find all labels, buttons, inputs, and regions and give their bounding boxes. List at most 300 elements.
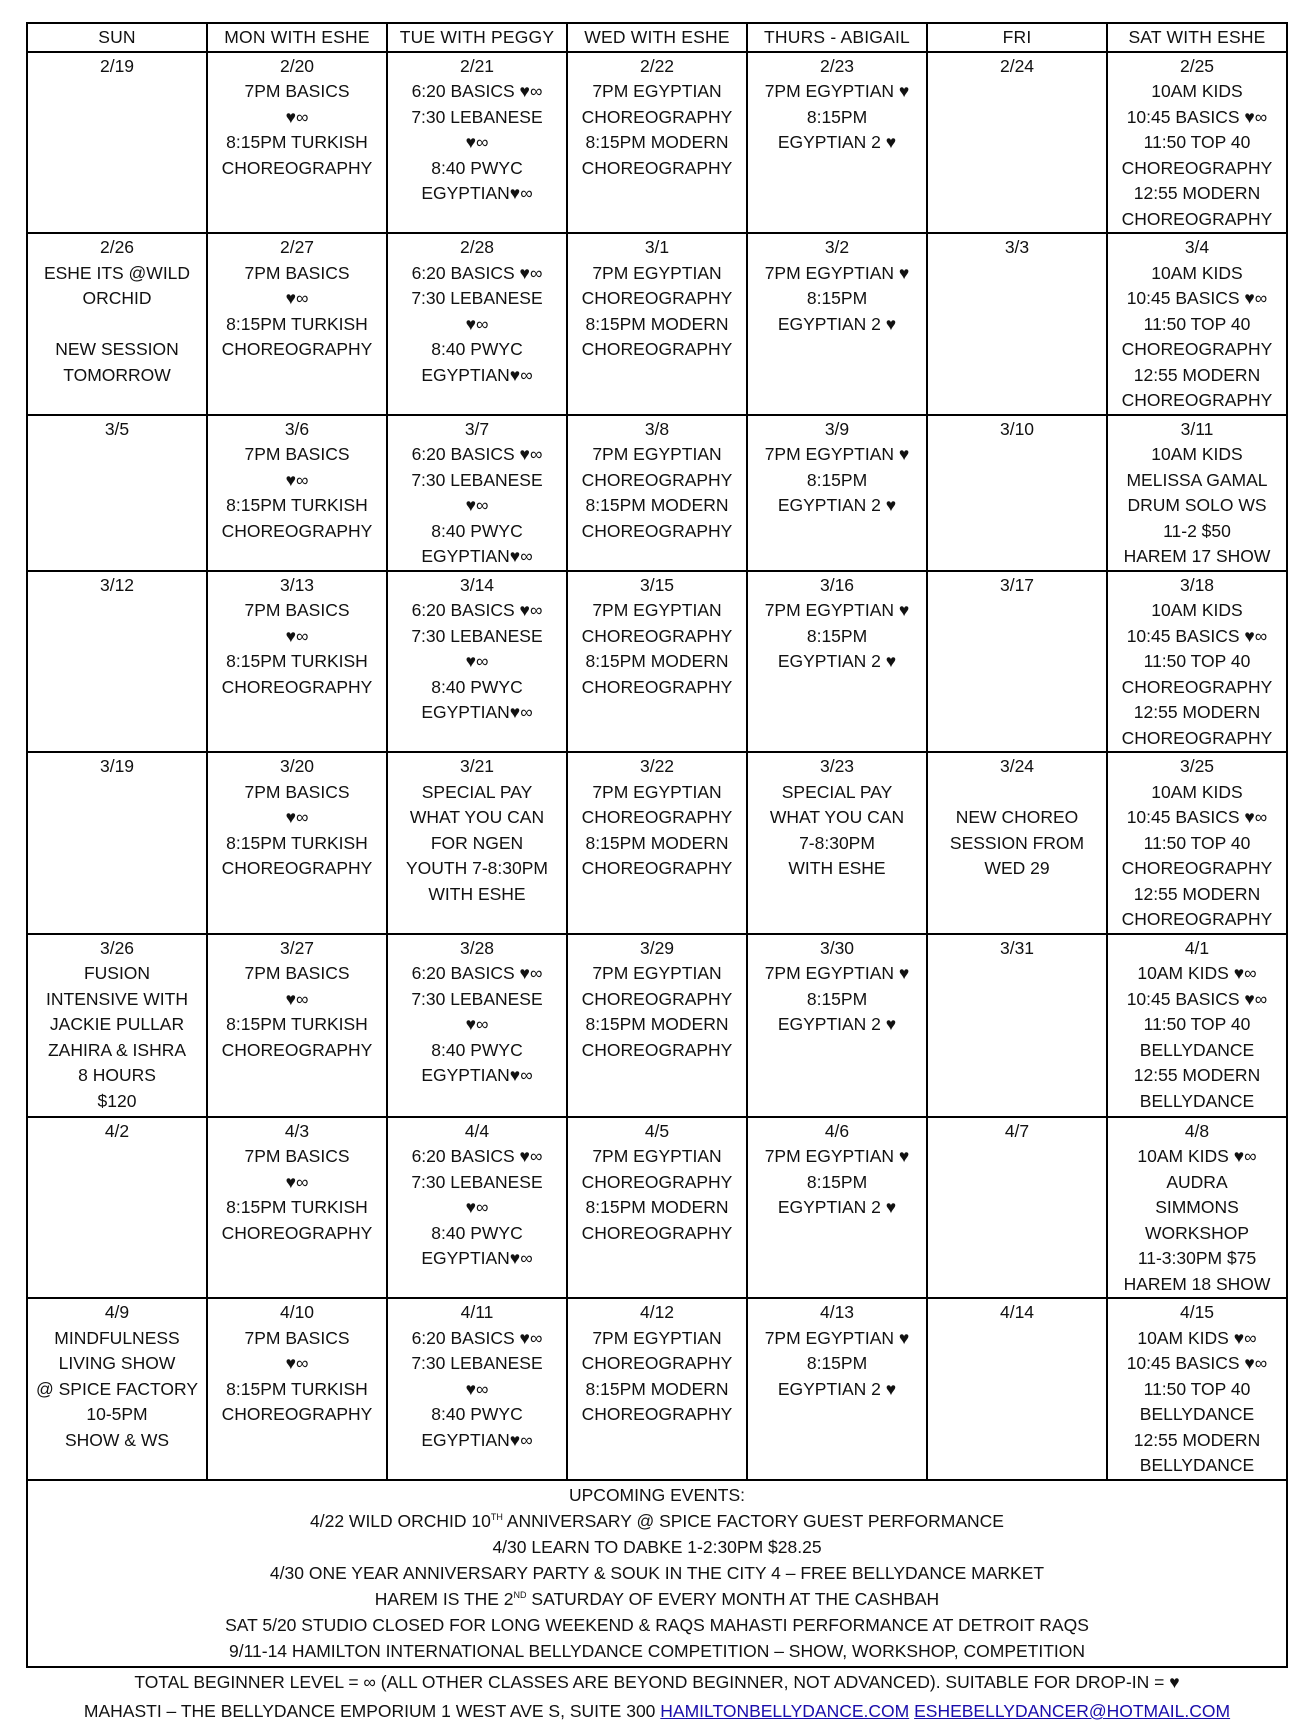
class-entry: ESHE ITS @WILD: [43, 262, 191, 283]
class-entry: 10-5PM: [86, 1404, 148, 1424]
class-entry: 11:50 TOP 40: [1143, 132, 1251, 152]
class-entry: WED 29: [984, 858, 1050, 878]
class-entry: 10:45 BASICS ♥∞: [1126, 288, 1268, 308]
class-entry: 8:15PM MODERN: [585, 832, 729, 853]
class-entry: EGYPTIAN♥∞: [421, 546, 533, 566]
day-date: 4/14: [999, 1302, 1035, 1322]
day-date: 4/11: [460, 1302, 494, 1322]
day-date: 4/3: [284, 1120, 310, 1141]
class-entry: CHOREOGRAPHY: [1121, 339, 1273, 359]
day-header: TUE WITH PEGGY: [387, 23, 567, 52]
class-entry: CHOREOGRAPHY: [581, 988, 733, 1009]
day-date: 3/8: [644, 418, 670, 439]
day-date: 4/5: [644, 1120, 670, 1141]
day-date: 4/4: [464, 1120, 490, 1141]
day-cell: [567, 1117, 747, 1299]
day-header: SAT WITH ESHE: [1107, 23, 1287, 52]
class-entry: ♥∞: [285, 625, 309, 646]
upcoming-events-title: UPCOMING EVENTS:: [569, 1485, 745, 1505]
day-cell: [207, 571, 387, 753]
class-entry: 11:50 TOP 40: [1143, 1014, 1251, 1034]
class-entry: 7PM BASICS: [244, 262, 350, 283]
day-date: 3/20: [279, 756, 315, 776]
upcoming-events-list: [28, 1508, 1286, 1664]
class-entry: CHOREOGRAPHY: [581, 106, 733, 127]
day-date: 2/20: [279, 55, 315, 76]
day-cell: [747, 752, 927, 934]
class-entry: CHOREOGRAPHY: [581, 676, 733, 697]
class-entry: CHOREOGRAPHY: [581, 1171, 733, 1192]
day-cell: [27, 934, 207, 1117]
class-entry: CHOREOGRAPHY: [221, 1222, 373, 1243]
class-entry: FUSION: [83, 963, 151, 983]
class-entry: WORKSHOP: [1144, 1222, 1250, 1243]
class-entry: 7PM EGYPTIAN: [592, 781, 722, 802]
class-entry: 7PM EGYPTIAN: [592, 600, 722, 620]
day-cell: [927, 415, 1107, 571]
class-entry: 11-3:30PM $75: [1137, 1248, 1257, 1268]
day-cell: [747, 934, 927, 1117]
class-entry: CHOREOGRAPHY: [221, 1404, 373, 1424]
day-cell: [387, 752, 567, 934]
day-date: 3/25: [1179, 756, 1215, 776]
class-entry: 8:15PM: [806, 469, 868, 490]
day-header: WED WITH ESHE: [567, 23, 747, 52]
contact-line: [26, 1697, 1288, 1726]
class-entry: 8:15PM TURKISH: [226, 132, 368, 152]
day-cell: [567, 52, 747, 234]
calendar-body: [27, 52, 1287, 1481]
class-entry: 8:15PM MODERN: [585, 1014, 729, 1034]
class-entry: 8:15PM MODERN: [585, 1197, 729, 1217]
class-entry: 8:15PM TURKISH: [226, 1014, 368, 1034]
class-entry: SPECIAL PAY: [781, 781, 893, 802]
day-cell: [207, 1298, 387, 1480]
day-cell: [1107, 1298, 1287, 1480]
class-entry: 7:30 LEBANESE: [411, 1171, 543, 1192]
day-date: 3/4: [1184, 237, 1210, 257]
day-date: 2/19: [99, 55, 135, 76]
class-entry: JACKIE PULLAR: [49, 1014, 185, 1034]
day-date: 4/13: [819, 1302, 855, 1322]
class-entry: 11-2 $50: [1163, 520, 1231, 541]
class-entry: 8:40 PWYC: [431, 339, 523, 359]
class-entry: 8:15PM MODERN: [585, 132, 729, 152]
day-cell: [567, 571, 747, 753]
class-entry: ♥∞: [465, 651, 489, 671]
class-entry: 7PM BASICS: [244, 781, 350, 802]
class-entry: 7:30 LEBANESE: [411, 288, 543, 308]
class-entry: 8:15PM MODERN: [585, 495, 729, 515]
class-entry: CHOREOGRAPHY: [1121, 858, 1273, 878]
class-entry: CHOREOGRAPHY: [221, 676, 373, 697]
day-date: 3/9: [824, 418, 850, 439]
day-date: 3/6: [284, 418, 310, 439]
class-entry: 8:40 PWYC: [431, 1404, 523, 1424]
day-date: 2/21: [459, 55, 495, 76]
class-entry: NEW SESSION: [55, 339, 179, 359]
class-entry: CHOREOGRAPHY: [581, 625, 733, 646]
day-date: 4/10: [279, 1302, 315, 1322]
class-entry: SESSION FROM: [949, 832, 1085, 853]
class-entry: 8:15PM MODERN: [585, 1378, 729, 1399]
class-entry: [930, 780, 1104, 806]
class-entry: CHOREOGRAPHY: [581, 339, 733, 359]
class-entry: BELLYDANCE: [1139, 1404, 1255, 1424]
day-cell: [1107, 415, 1287, 571]
day-cell: [1107, 1117, 1287, 1299]
class-entry: 10AM KIDS ♥∞: [1137, 1327, 1257, 1348]
class-entry: 10AM KIDS: [1151, 781, 1243, 802]
class-entry: ♥∞: [465, 1378, 489, 1399]
class-entry: 7PM EGYPTIAN ♥: [764, 600, 910, 620]
class-entry: SIMMONS: [1155, 1197, 1239, 1217]
class-entry: 7PM EGYPTIAN: [592, 81, 722, 101]
day-cell: [927, 1117, 1107, 1299]
class-entry: 11:50 TOP 40: [1143, 1378, 1251, 1399]
class-entry: 10AM KIDS ♥∞: [1137, 1146, 1257, 1166]
day-date: 3/15: [639, 574, 675, 595]
class-entry: 8:15PM TURKISH: [226, 832, 368, 853]
class-entry: CHOREOGRAPHY: [1121, 676, 1273, 697]
class-entry: EGYPTIAN 2 ♥: [777, 132, 897, 152]
week-row: [27, 752, 1287, 934]
class-entry: 7PM BASICS: [244, 81, 350, 101]
class-entry: INTENSIVE WITH: [46, 988, 188, 1009]
class-entry: ♥∞: [285, 288, 309, 308]
class-entry: CHOREOGRAPHY: [221, 157, 373, 178]
class-entry: 7:30 LEBANESE: [411, 106, 543, 127]
day-cell: [207, 233, 387, 415]
week-row: [27, 1117, 1287, 1299]
class-entry: CHOREOGRAPHY: [221, 1039, 373, 1060]
class-entry: 10:45 BASICS ♥∞: [1126, 1353, 1268, 1373]
class-entry: 7PM EGYPTIAN: [592, 1327, 722, 1348]
day-header: FRI: [927, 23, 1107, 52]
class-entry: ♥∞: [465, 495, 489, 515]
class-entry: 12:55 MODERN: [1133, 1429, 1261, 1450]
class-entry: 6:20 BASICS ♥∞: [411, 1327, 543, 1348]
day-date: 3/27: [279, 937, 315, 958]
class-entry: 12:55 MODERN: [1133, 364, 1261, 385]
day-cell: [747, 1117, 927, 1299]
day-date: 4/2: [104, 1120, 130, 1141]
class-entry: 7:30 LEBANESE: [411, 469, 543, 490]
day-cell: [27, 233, 207, 415]
class-entry: 10AM KIDS: [1151, 81, 1243, 101]
class-entry: CHOREOGRAPHY: [581, 469, 733, 490]
class-entry: AUDRA: [1166, 1171, 1228, 1192]
day-cell: [747, 1298, 927, 1480]
class-entry: BELLYDANCE: [1139, 1039, 1255, 1060]
class-entry: WHAT YOU CAN: [409, 807, 545, 827]
day-date: 3/10: [999, 418, 1035, 439]
class-entry: ♥∞: [285, 988, 309, 1009]
class-entry: TOMORROW: [63, 364, 171, 385]
class-entry: ♥∞: [285, 469, 309, 490]
class-entry: 7PM EGYPTIAN: [592, 963, 722, 983]
day-cell: [927, 934, 1107, 1117]
class-entry: 11:50 TOP 40: [1143, 313, 1251, 334]
class-entry: 8:40 PWYC: [431, 520, 523, 541]
day-date: 2/27: [279, 237, 315, 257]
class-entry: EGYPTIAN 2 ♥: [777, 651, 897, 671]
class-entry: CHOREOGRAPHY: [1121, 909, 1273, 929]
class-entry: 7-8:30PM: [799, 832, 875, 853]
day-date: 3/30: [819, 937, 855, 958]
day-date: 2/22: [639, 55, 675, 76]
day-cell: [387, 233, 567, 415]
class-entry: EGYPTIAN♥∞: [421, 364, 533, 385]
day-cell: [747, 52, 927, 234]
class-entry: 7PM BASICS: [244, 1146, 350, 1166]
day-cell: [27, 52, 207, 234]
day-date: 3/11: [1180, 418, 1214, 439]
day-date: 3/21: [459, 756, 495, 776]
class-entry: 10:45 BASICS ♥∞: [1126, 625, 1268, 646]
day-date: 2/23: [819, 55, 855, 76]
day-date: 3/18: [1179, 574, 1215, 595]
class-entry: ♥∞: [465, 1014, 489, 1034]
day-cell: [207, 934, 387, 1117]
class-entry: 8:15PM: [806, 1353, 868, 1373]
day-date: 3/12: [99, 574, 135, 595]
class-entry: ZAHIRA & ISHRA: [47, 1039, 187, 1060]
class-entry: 8:15PM TURKISH: [226, 313, 368, 334]
class-entry: YOUTH 7-8:30PM: [406, 858, 548, 878]
class-entry: 7PM BASICS: [244, 1327, 350, 1348]
class-entry: 7PM BASICS: [244, 600, 350, 620]
day-date: 4/9: [104, 1302, 130, 1322]
class-entry: EGYPTIAN♥∞: [421, 1429, 533, 1450]
upcoming-event: 9/11-14 HAMILTON INTERNATIONAL BELLYDANCE COMPETITION – SHOW, WORKSHOP, COMPETITION: [228, 1641, 1086, 1661]
upcoming-event: 4/30 LEARN TO DABKE 1-2:30PM $28.25: [492, 1537, 822, 1557]
class-entry: @ SPICE FACTORY: [35, 1378, 199, 1399]
day-date: 3/14: [459, 574, 495, 595]
class-entry: [30, 312, 204, 338]
class-entry: WHAT YOU CAN: [769, 807, 905, 827]
class-entry: FOR NGEN: [430, 832, 524, 853]
class-entry: EGYPTIAN♥∞: [421, 702, 533, 722]
day-cell: [927, 571, 1107, 753]
upcoming-event: HAREM IS THE 2ND SATURDAY OF EVERY MONTH AT THE CASHBAH: [374, 1589, 940, 1609]
class-entry: 7PM EGYPTIAN ♥: [764, 81, 910, 101]
day-cell: [387, 934, 567, 1117]
day-date: 4/7: [1004, 1120, 1030, 1141]
class-entry: 10AM KIDS: [1151, 262, 1243, 283]
day-date: 3/23: [819, 756, 855, 776]
day-cell: [207, 1117, 387, 1299]
class-entry: 10:45 BASICS ♥∞: [1126, 988, 1268, 1009]
day-cell: [927, 1298, 1107, 1480]
day-cell: [927, 233, 1107, 415]
day-cell: [1107, 934, 1287, 1117]
class-entry: 8:15PM: [806, 1171, 868, 1192]
day-header: THURS - ABIGAIL: [747, 23, 927, 52]
day-date: 3/1: [644, 237, 670, 257]
email-link[interactable]: ESHEBELLYDANCER@HOTMAIL.COM: [914, 1701, 1231, 1721]
day-date: 3/2: [824, 237, 850, 257]
day-cell: [387, 415, 567, 571]
day-cell: [567, 233, 747, 415]
week-row: [27, 1298, 1287, 1480]
day-date: 3/29: [639, 937, 675, 958]
class-entry: 6:20 BASICS ♥∞: [411, 262, 543, 283]
class-entry: 12:55 MODERN: [1133, 183, 1261, 203]
class-entry: BELLYDANCE: [1139, 1455, 1255, 1475]
day-date: 3/19: [99, 756, 135, 776]
day-cell: [387, 571, 567, 753]
day-cell: [927, 752, 1107, 934]
day-date: 3/17: [999, 574, 1035, 595]
class-entry: SPECIAL PAY: [421, 781, 533, 802]
class-entry: CHOREOGRAPHY: [1121, 208, 1273, 229]
day-date: 4/15: [1179, 1302, 1215, 1322]
day-date: 2/26: [99, 237, 135, 257]
day-cell: [1107, 233, 1287, 415]
day-date: 2/28: [459, 237, 495, 257]
day-date: 3/22: [639, 756, 675, 776]
day-cell: [747, 233, 927, 415]
class-entry: 12:55 MODERN: [1133, 883, 1261, 904]
day-cell: [27, 1298, 207, 1480]
week-row: [27, 571, 1287, 753]
class-entry: CHOREOGRAPHY: [581, 807, 733, 827]
level-legend: TOTAL BEGINNER LEVEL = ∞ (ALL OTHER CLASSES ARE BEYOND BEGINNER, NOT ADVANCED). SUITABLE FOR DROP-IN = ♥: [134, 1672, 1180, 1692]
class-entry: 12:55 MODERN: [1133, 702, 1261, 722]
class-entry: MINDFULNESS: [54, 1327, 180, 1348]
class-entry: 7PM EGYPTIAN: [592, 1146, 722, 1166]
header-row: [27, 23, 1287, 52]
class-entry: EGYPTIAN♥∞: [421, 183, 533, 203]
class-entry: 11:50 TOP 40: [1143, 651, 1251, 671]
class-entry: CHOREOGRAPHY: [581, 858, 733, 878]
class-entry: 7PM EGYPTIAN ♥: [764, 1146, 910, 1166]
week-row: [27, 934, 1287, 1117]
class-entry: $120: [97, 1090, 137, 1111]
class-entry: ♥∞: [285, 1171, 309, 1192]
upcoming-events-box: [26, 1481, 1288, 1668]
class-entry: 7PM BASICS: [244, 444, 350, 464]
website-link[interactable]: HAMILTONBELLYDANCE.COM: [660, 1701, 910, 1721]
class-entry: 7:30 LEBANESE: [411, 988, 543, 1009]
day-cell: [387, 1117, 567, 1299]
class-entry: 8 HOURS: [78, 1065, 156, 1085]
class-entry: 7:30 LEBANESE: [411, 625, 543, 646]
upcoming-event: SAT 5/20 STUDIO CLOSED FOR LONG WEEKEND & RAQS MAHASTI PERFORMANCE AT DETROIT RAQS: [225, 1615, 1089, 1635]
class-entry: 6:20 BASICS ♥∞: [411, 963, 543, 983]
day-date: 3/24: [999, 756, 1035, 776]
class-entry: BELLYDANCE: [1139, 1090, 1255, 1111]
day-cell: [567, 415, 747, 571]
class-entry: WITH ESHE: [788, 858, 886, 878]
day-cell: [1107, 52, 1287, 234]
class-entry: 8:15PM: [806, 288, 868, 308]
class-entry: WITH ESHE: [428, 883, 526, 904]
class-entry: 8:15PM: [806, 106, 868, 127]
class-entry: 7:30 LEBANESE: [411, 1353, 543, 1373]
class-entry: 10AM KIDS: [1151, 600, 1243, 620]
class-entry: 8:40 PWYC: [431, 1039, 523, 1060]
class-entry: 10:45 BASICS ♥∞: [1126, 807, 1268, 827]
class-entry: CHOREOGRAPHY: [221, 339, 373, 359]
class-entry: CHOREOGRAPHY: [581, 1039, 733, 1060]
class-entry: CHOREOGRAPHY: [581, 1404, 733, 1424]
class-entry: SHOW & WS: [64, 1429, 170, 1450]
day-date: 4/1: [1184, 937, 1210, 958]
schedule-sheet: [26, 22, 1288, 1726]
class-entry: 10AM KIDS: [1151, 444, 1243, 464]
class-entry: EGYPTIAN 2 ♥: [777, 495, 897, 515]
day-cell: [207, 52, 387, 234]
day-cell: [927, 52, 1107, 234]
class-entry: 12:55 MODERN: [1133, 1065, 1261, 1085]
day-cell: [1107, 752, 1287, 934]
class-entry: ♥∞: [285, 106, 309, 127]
class-entry: EGYPTIAN 2 ♥: [777, 1014, 897, 1034]
class-entry: 8:15PM: [806, 988, 868, 1009]
class-entry: EGYPTIAN 2 ♥: [777, 313, 897, 334]
class-entry: ORCHID: [82, 288, 152, 308]
upcoming-event: 4/30 ONE YEAR ANNIVERSARY PARTY & SOUK IN THE CITY 4 – FREE BELLYDANCE MARKET: [269, 1563, 1045, 1583]
day-date: 3/16: [819, 574, 855, 595]
class-entry: MELISSA GAMAL: [1126, 469, 1268, 490]
class-entry: NEW CHOREO: [955, 807, 1079, 827]
class-entry: EGYPTIAN 2 ♥: [777, 1197, 897, 1217]
class-entry: 8:15PM MODERN: [585, 651, 729, 671]
class-entry: CHOREOGRAPHY: [581, 520, 733, 541]
class-entry: ♥∞: [465, 132, 489, 152]
class-entry: LIVING SHOW: [58, 1353, 176, 1373]
class-entry: 8:40 PWYC: [431, 157, 523, 178]
day-date: 3/28: [459, 937, 495, 958]
day-cell: [207, 415, 387, 571]
week-row: [27, 233, 1287, 415]
upcoming-event: 4/22 WILD ORCHID 10TH ANNIVERSARY @ SPICE FACTORY GUEST PERFORMANCE: [310, 1511, 1004, 1531]
day-cell: [1107, 571, 1287, 753]
class-entry: 8:15PM TURKISH: [226, 1197, 368, 1217]
class-calendar: [26, 22, 1288, 1481]
class-entry: 7PM EGYPTIAN ♥: [764, 1327, 910, 1348]
class-entry: HAREM 18 SHOW: [1123, 1273, 1271, 1294]
class-entry: EGYPTIAN 2 ♥: [777, 1378, 897, 1399]
class-entry: 8:15PM TURKISH: [226, 651, 368, 671]
class-entry: 7PM EGYPTIAN ♥: [764, 444, 910, 464]
day-cell: [747, 415, 927, 571]
class-entry: ♥∞: [465, 313, 489, 334]
class-entry: 7PM EGYPTIAN: [592, 444, 722, 464]
day-cell: [567, 752, 747, 934]
class-entry: 8:40 PWYC: [431, 676, 523, 697]
class-entry: HAREM 17 SHOW: [1123, 546, 1271, 566]
class-entry: 7PM EGYPTIAN ♥: [764, 262, 910, 283]
day-cell: [27, 752, 207, 934]
class-entry: 8:40 PWYC: [431, 1222, 523, 1243]
class-entry: 11:50 TOP 40: [1143, 832, 1251, 853]
class-entry: 7PM BASICS: [244, 963, 350, 983]
class-entry: 10:45 BASICS ♥∞: [1126, 106, 1268, 127]
class-entry: 7PM EGYPTIAN: [592, 262, 722, 283]
week-row: [27, 415, 1287, 571]
class-entry: 7PM EGYPTIAN ♥: [764, 963, 910, 983]
day-header: SUN: [27, 23, 207, 52]
class-entry: CHOREOGRAPHY: [581, 1222, 733, 1243]
day-cell: [567, 934, 747, 1117]
class-entry: CHOREOGRAPHY: [1121, 157, 1273, 178]
day-cell: [567, 1298, 747, 1480]
footer: [26, 1668, 1288, 1726]
day-date: 3/3: [1004, 237, 1030, 257]
